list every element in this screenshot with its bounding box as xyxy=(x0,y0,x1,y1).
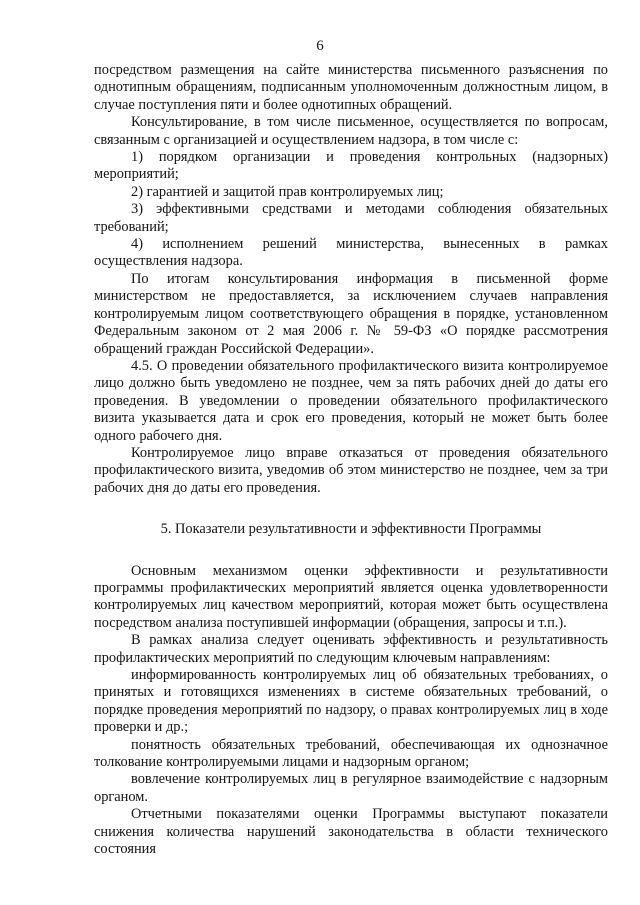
paragraph: По итогам консультирования информация в письменной форме министерством не предоставляется, за исключением случаев направления контролируемым лицом соответствующего обращения в порядке, установленном Федеральным законом от 2 мая 2006 г. № 59-ФЗ «О порядке рассмотрения обращений граждан Российской Федерации». xyxy=(94,270,608,357)
paragraph: Отчетными показателями оценки Программы выступают показатели снижения количества нарушений законодательства в области технического состояния xyxy=(94,806,608,858)
list-item: информированность контролируемых лиц об обязательных требованиях, о принятых и готовящихся изменениях в системе обязательных требований, о порядке проведения мероприятий по надзору, о правах контролируемых лиц в ходе проверки и др.; xyxy=(94,667,608,736)
list-item: 1) порядком организации и проведения контрольных (надзорных) мероприятий; xyxy=(94,149,608,183)
list-item: вовлечение контролируемых лиц в регулярное взаимодействие с надзорным органом. xyxy=(94,771,608,805)
paragraph: Контролируемое лицо вправе отказаться от проведения обязательного профилактического визита, уведомив об этом министерство не позднее, чем за три рабочих дня до даты его проведения. xyxy=(94,444,608,496)
page-number: 6 xyxy=(316,38,324,54)
paragraph: 4.5. О проведении обязательного профилактического визита контролируемое лицо должно быть уведомлено не позднее, чем за пять рабочих дней до даты его проведения. В уведомлении о проведении обязательного профилактического визита указывается дата и срок его проведения, который не может быть более одного рабочего дня. xyxy=(94,357,608,444)
list-item: 2) гарантией и защитой прав контролируемых лиц; xyxy=(131,183,444,200)
paragraph: Основным механизмом оценки эффективности и результативности программы профилактических мероприятий является оценка удовлетворенности контролируемых лиц качеством мероприятий, которая может быть осуществлена посредством анализа поступившей информации (обращения, запросы и т.п.). xyxy=(94,562,608,631)
list-item: 3) эффективными средствами и методами соблюдения обязательных требований; xyxy=(94,201,608,235)
section-heading: 5. Показатели результативности и эффективности Программы xyxy=(160,521,542,538)
paragraph: В рамках анализа следует оценивать эффективность и результативность профилактических мероприятий по следующим ключевым направлениям: xyxy=(94,632,608,666)
paragraph: посредством размещения на сайте министерства письменного разъяснения по однотипным обращениям, подписанным уполномоченным должностным лицом, в случае поступления пяти и более однотипных обращений. xyxy=(94,62,608,113)
document-body xyxy=(94,62,608,858)
list-item: 4) исполнением решений министерства, вынесенных в рамках осуществления надзора. xyxy=(94,236,608,270)
paragraph: Консультирование, в том числе письменное, осуществляется по вопросам, связанным с организацией и осуществлением надзора, в том числе с: xyxy=(94,114,608,148)
list-item: понятность обязательных требований, обеспечивающая их однозначное толкование контролируемыми лицами и надзорным органом; xyxy=(94,736,608,771)
